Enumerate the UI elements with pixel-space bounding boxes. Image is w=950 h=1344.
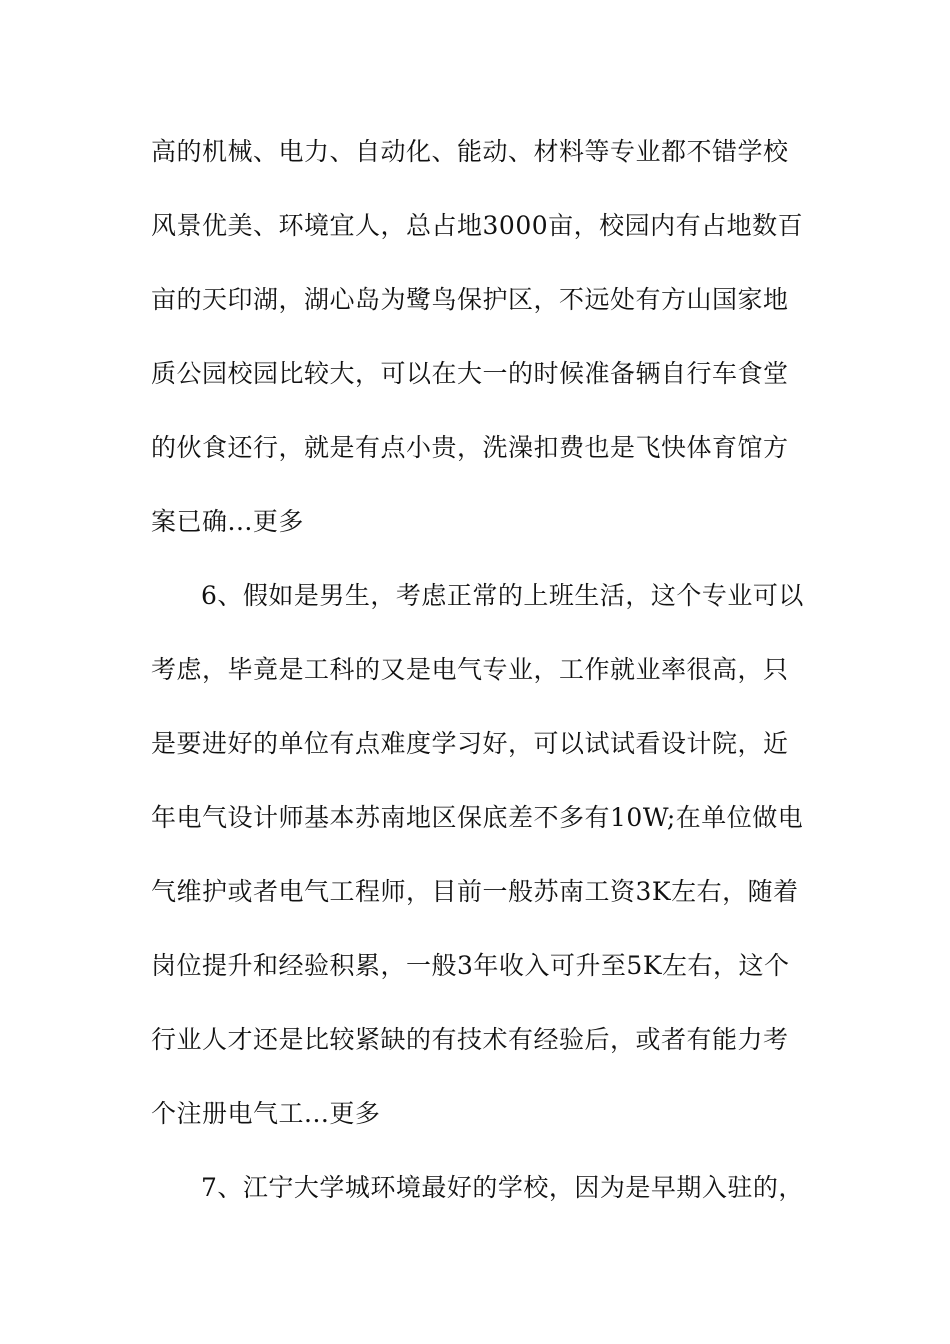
text-line: 气维护或者电气工程师，目前一般苏南工资3K左右，随着 (151, 877, 799, 906)
paragraph-5-continued (151, 115, 821, 559)
text-line: 岗位提升和经验积累，一般3年收入可升至5K左右，这个 (151, 951, 790, 980)
text-line: 年电气设计师基本苏南地区保底差不多有10W;在单位做电 (151, 803, 804, 832)
paragraph-7 (151, 1151, 821, 1225)
paragraph-6 (151, 559, 821, 1151)
text-line: 考虑，毕竟是工科的又是电气专业，工作就业率很高，只 (151, 655, 789, 684)
text-line: 亩的天印湖，湖心岛为鹭鸟保护区，不远处有方山国家地 (151, 285, 789, 314)
text-line-more: 案已确...更多 (151, 507, 304, 536)
text-line: 行业人才还是比较紧缺的有技术有经验后，或者有能力考 (151, 1025, 789, 1054)
text-line: 风景优美、环境宜人，总占地3000亩，校园内有占地数百 (151, 211, 804, 240)
text-line-more: 个注册电气工...更多 (151, 1099, 381, 1128)
text-line: 是要进好的单位有点难度学习好，可以试试看设计院，近 (151, 729, 789, 758)
document-body (151, 115, 821, 1225)
text-line-first: 6、假如是男生，考虑正常的上班生活，这个专业可以 (201, 581, 804, 610)
text-line: 高的机械、电力、自动化、能动、材料等专业都不错学校 (151, 137, 789, 166)
text-line: 的伙食还行，就是有点小贵，洗澡扣费也是飞快体育馆方 (151, 433, 789, 462)
text-line: 质公园校园比较大，可以在大一的时候准备辆自行车食堂 (151, 359, 789, 388)
text-line-first: 7、江宁大学城环境最好的学校，因为是早期入驻的， (201, 1173, 804, 1202)
